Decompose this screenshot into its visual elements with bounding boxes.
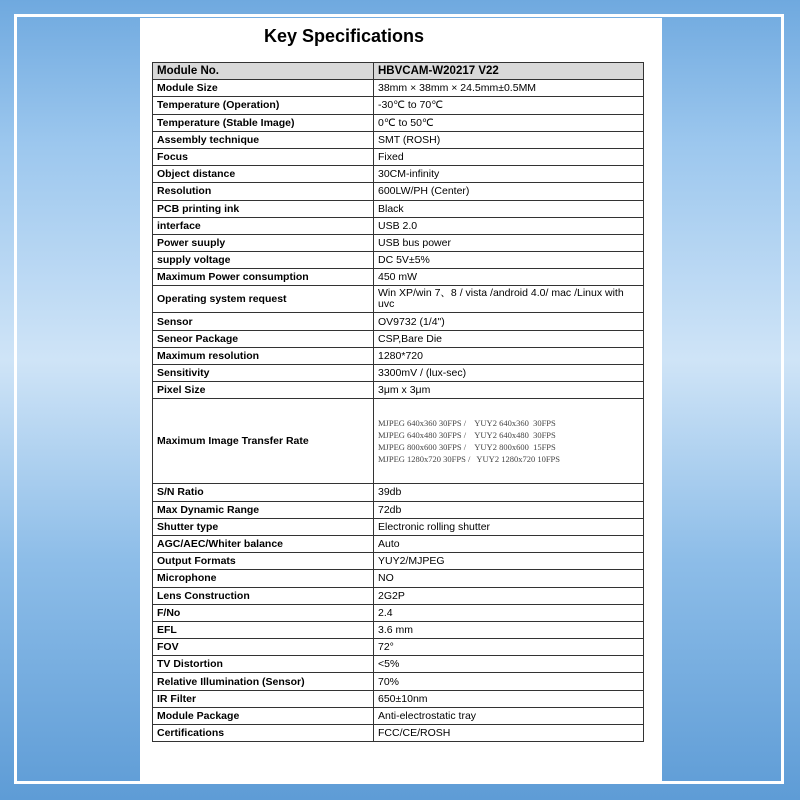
spec-value: Black bbox=[374, 200, 644, 217]
spec-value: USB bus power bbox=[374, 234, 644, 251]
page-title: Key Specifications bbox=[264, 26, 425, 46]
spec-value: YUY2/MJPEG bbox=[374, 553, 644, 570]
spec-label: S/N Ratio bbox=[153, 484, 374, 501]
spec-label: Pixel Size bbox=[153, 382, 374, 399]
spec-value: 30CM-infinity bbox=[374, 166, 644, 183]
table-row bbox=[153, 604, 644, 621]
table-row bbox=[153, 80, 644, 97]
spec-value: 72° bbox=[374, 639, 644, 656]
spec-value: 72db bbox=[374, 501, 644, 518]
spec-value: 39db bbox=[374, 484, 644, 501]
spec-table bbox=[152, 62, 644, 742]
table-row bbox=[153, 707, 644, 724]
spec-value: NO bbox=[374, 570, 644, 587]
table-row bbox=[153, 286, 644, 313]
table-row bbox=[153, 313, 644, 330]
header-label: Module No. bbox=[153, 63, 374, 80]
spec-value: Win XP/win 7、8 / vista /android 4.0/ mac /Linux with uvc bbox=[374, 286, 644, 313]
spec-label: Shutter type bbox=[153, 518, 374, 535]
table-row bbox=[153, 621, 644, 638]
spec-value: Electronic rolling shutter bbox=[374, 518, 644, 535]
table-row bbox=[153, 587, 644, 604]
table-row bbox=[153, 535, 644, 552]
spec-label: Module Package bbox=[153, 707, 374, 724]
spec-value: 38mm × 38mm × 24.5mm±0.5MM bbox=[374, 80, 644, 97]
spec-label: Microphone bbox=[153, 570, 374, 587]
spec-label: Sensor bbox=[153, 313, 374, 330]
spec-value: Fixed bbox=[374, 148, 644, 165]
spec-value: USB 2.0 bbox=[374, 217, 644, 234]
spec-value: 650±10nm bbox=[374, 690, 644, 707]
spec-value: 3μm x 3μm bbox=[374, 382, 644, 399]
spec-label: Maximum Power consumption bbox=[153, 269, 374, 286]
table-row bbox=[153, 330, 644, 347]
spec-label: Assembly technique bbox=[153, 131, 374, 148]
table-row bbox=[153, 234, 644, 251]
header-value: HBVCAM-W20217 V22 bbox=[374, 63, 644, 80]
spec-label: IR Filter bbox=[153, 690, 374, 707]
transfer-rate-line: MJPEG 640x360 30FPS / YUY2 640x360 30FPS bbox=[378, 418, 556, 429]
spec-value: <5% bbox=[374, 656, 644, 673]
spec-value: OV9732 (1/4") bbox=[374, 313, 644, 330]
table-header-row bbox=[153, 63, 644, 80]
table-row bbox=[153, 656, 644, 673]
table-row bbox=[153, 365, 644, 382]
spec-value: 2G2P bbox=[374, 587, 644, 604]
spec-label: Max Dynamic Range bbox=[153, 501, 374, 518]
table-row bbox=[153, 382, 644, 399]
transfer-rate-line: MJPEG 1280x720 30FPS / YUY2 1280x720 10FPS bbox=[378, 454, 560, 465]
spec-label: Relative Illumination (Sensor) bbox=[153, 673, 374, 690]
spec-label: Power suuply bbox=[153, 234, 374, 251]
table-row bbox=[153, 639, 644, 656]
spec-label: Seneor Package bbox=[153, 330, 374, 347]
spec-value: 0℃ to 50℃ bbox=[374, 114, 644, 131]
table-row bbox=[153, 148, 644, 165]
spec-label: EFL bbox=[153, 621, 374, 638]
table-row-transfer-rate bbox=[153, 399, 644, 484]
table-row bbox=[153, 269, 644, 286]
spec-value: 600LW/PH (Center) bbox=[374, 183, 644, 200]
table-row bbox=[153, 570, 644, 587]
spec-label: FOV bbox=[153, 639, 374, 656]
table-row bbox=[153, 183, 644, 200]
table-row bbox=[153, 690, 644, 707]
table-row bbox=[153, 252, 644, 269]
spec-value: 3300mV / (lux-sec) bbox=[374, 365, 644, 382]
table-row bbox=[153, 725, 644, 742]
spec-label: AGC/AEC/Whiter balance bbox=[153, 535, 374, 552]
spec-label: TV Distortion bbox=[153, 656, 374, 673]
spec-label: Resolution bbox=[153, 183, 374, 200]
spec-label: Lens Construction bbox=[153, 587, 374, 604]
spec-value: SMT (ROSH) bbox=[374, 131, 644, 148]
spec-value: 450 mW bbox=[374, 269, 644, 286]
table-row bbox=[153, 484, 644, 501]
transfer-rate-list bbox=[374, 399, 644, 484]
table-row bbox=[153, 673, 644, 690]
table-row bbox=[153, 518, 644, 535]
spec-value: FCC/CE/ROSH bbox=[374, 725, 644, 742]
spec-value: -30℃ to 70℃ bbox=[374, 97, 644, 114]
spec-label: Module Size bbox=[153, 80, 374, 97]
spec-value: Anti-electrostatic tray bbox=[374, 707, 644, 724]
spec-label: Output Formats bbox=[153, 553, 374, 570]
spec-value: CSP,Bare Die bbox=[374, 330, 644, 347]
table-row bbox=[153, 131, 644, 148]
table-row bbox=[153, 501, 644, 518]
spec-label: F/No bbox=[153, 604, 374, 621]
spec-label: Temperature (Operation) bbox=[153, 97, 374, 114]
table-row bbox=[153, 114, 644, 131]
transfer-rate-line: MJPEG 640x480 30FPS / YUY2 640x480 30FPS bbox=[378, 430, 556, 441]
spec-value: 1280*720 bbox=[374, 347, 644, 364]
table-row bbox=[153, 166, 644, 183]
spec-label: Temperature (Stable Image) bbox=[153, 114, 374, 131]
spec-label: Object distance bbox=[153, 166, 374, 183]
spec-label: Focus bbox=[153, 148, 374, 165]
spec-label: supply voltage bbox=[153, 252, 374, 269]
spec-value: 70% bbox=[374, 673, 644, 690]
table-row bbox=[153, 217, 644, 234]
spec-value: 2.4 bbox=[374, 604, 644, 621]
table-row bbox=[153, 97, 644, 114]
table-row bbox=[153, 200, 644, 217]
spec-label: Operating system request bbox=[153, 286, 374, 313]
transfer-rate-line: MJPEG 800x600 30FPS / YUY2 800x600 15FPS bbox=[378, 442, 556, 453]
spec-label: PCB printing ink bbox=[153, 200, 374, 217]
spec-value: Auto bbox=[374, 535, 644, 552]
spec-label: Maximum resolution bbox=[153, 347, 374, 364]
spec-label: Certifications bbox=[153, 725, 374, 742]
table-row bbox=[153, 553, 644, 570]
table-row bbox=[153, 347, 644, 364]
spec-value: DC 5V±5% bbox=[374, 252, 644, 269]
spec-label: interface bbox=[153, 217, 374, 234]
spec-label: Sensitivity bbox=[153, 365, 374, 382]
spec-label: Maximum Image Transfer Rate bbox=[153, 399, 374, 484]
spec-value: 3.6 mm bbox=[374, 621, 644, 638]
spec-sheet bbox=[140, 18, 662, 782]
